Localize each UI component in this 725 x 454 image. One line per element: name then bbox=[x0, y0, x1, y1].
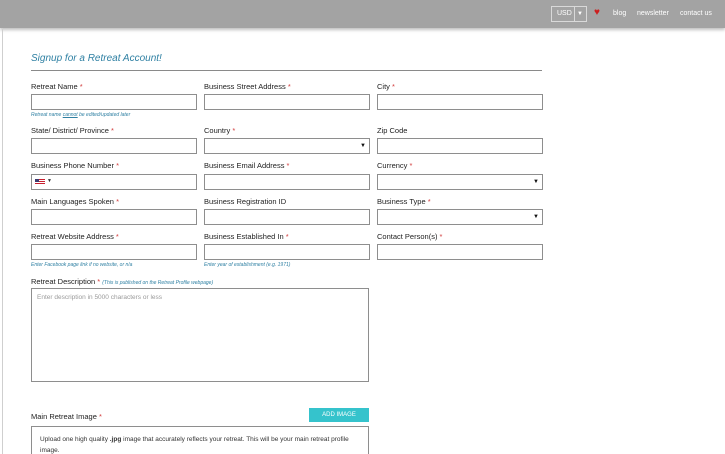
country-select[interactable] bbox=[204, 138, 370, 154]
currency-divider bbox=[574, 7, 575, 21]
registration-id-label: Business Registration ID bbox=[204, 197, 287, 206]
registration-id-input[interactable] bbox=[204, 209, 370, 225]
business-street-label: Business Street Address * bbox=[204, 82, 291, 91]
business-type-select[interactable] bbox=[377, 209, 543, 225]
state-label: State/ District/ Province * bbox=[31, 126, 114, 135]
retreat-name-label: Retreat Name * bbox=[31, 82, 83, 91]
retreat-name-input[interactable] bbox=[31, 94, 197, 110]
languages-label: Main Languages Spoken * bbox=[31, 197, 119, 206]
email-input[interactable] bbox=[204, 174, 370, 190]
business-type-label: Business Type * bbox=[377, 197, 431, 206]
city-label: City * bbox=[377, 82, 395, 91]
chevron-down-icon: ▼ bbox=[360, 143, 366, 149]
description-label: Retreat Description * (This is published on the Retreat Profile webpage) bbox=[31, 277, 214, 286]
website-hint: Enter Facebook page link if no website, or n/a bbox=[31, 262, 133, 268]
retreat-name-hint: Retreat name cannot be edited/updated later bbox=[31, 112, 131, 118]
contact-label: Contact Person(s) * bbox=[377, 232, 443, 241]
phone-label: Business Phone Number * bbox=[31, 161, 119, 170]
established-input[interactable] bbox=[204, 244, 370, 260]
currency-select[interactable] bbox=[377, 174, 543, 190]
chevron-down-icon: ▼ bbox=[577, 11, 583, 17]
city-input[interactable] bbox=[377, 94, 543, 110]
zip-input[interactable] bbox=[377, 138, 543, 154]
description-placeholder: Enter description in 5000 characters or less bbox=[37, 294, 163, 301]
business-street-input[interactable] bbox=[204, 94, 370, 110]
country-label: Country * bbox=[204, 126, 236, 135]
us-flag-icon[interactable] bbox=[35, 179, 45, 185]
email-label: Business Email Address * bbox=[204, 161, 290, 170]
state-input[interactable] bbox=[31, 138, 197, 154]
upload-instructions: Upload one high quality .jpg image that accurately reflects your retreat. This will be your main retreat profile image. bbox=[31, 426, 369, 454]
description-note: (This is published on the Retreat Profile webpage) bbox=[102, 280, 214, 286]
heart-icon[interactable]: ♥ bbox=[594, 7, 600, 18]
currency-label: Currency * bbox=[377, 161, 413, 170]
zip-label: Zip Code bbox=[377, 126, 408, 135]
established-label: Business Established In * bbox=[204, 232, 289, 241]
add-image-button[interactable]: ADD IMAGE bbox=[309, 408, 369, 422]
top-bar bbox=[0, 0, 725, 28]
currency-selector[interactable] bbox=[551, 6, 587, 22]
title-divider bbox=[31, 70, 542, 71]
page-border bbox=[2, 28, 3, 454]
chevron-down-icon: ▼ bbox=[533, 214, 539, 220]
currency-value: USD bbox=[557, 10, 572, 17]
main-image-label: Main Retreat Image * bbox=[31, 412, 102, 421]
chevron-down-icon: ▼ bbox=[47, 178, 52, 184]
form-title: Signup for a Retreat Account! bbox=[31, 53, 162, 64]
languages-input[interactable] bbox=[31, 209, 197, 225]
nav-link-blog[interactable]: blog bbox=[613, 10, 627, 17]
website-input[interactable] bbox=[31, 244, 197, 260]
nav-link-contact[interactable]: contact us bbox=[680, 10, 712, 17]
website-label: Retreat Website Address * bbox=[31, 232, 119, 241]
nav-link-newsletter[interactable]: newsletter bbox=[637, 10, 669, 17]
established-hint: Enter year of establishment (e.g. 1971) bbox=[204, 262, 291, 268]
phone-input[interactable] bbox=[31, 174, 197, 190]
description-textarea[interactable] bbox=[31, 288, 369, 382]
contact-input[interactable] bbox=[377, 244, 543, 260]
chevron-down-icon: ▼ bbox=[533, 179, 539, 185]
